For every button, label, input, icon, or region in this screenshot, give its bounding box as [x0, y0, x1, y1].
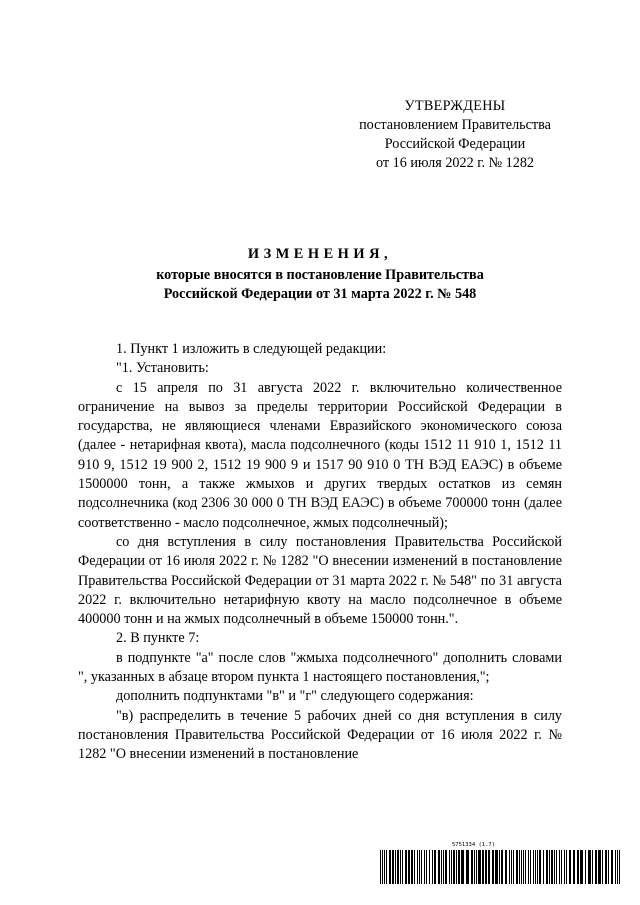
paragraph-8: "в) распределить в течение 5 рабочих дней со дня вступления в силу постановления Правительства Российской Федерации от 16 июля 2022 г. № 1282 "О внесении изменений в постановление	[78, 707, 562, 763]
paragraph-2: "1. Установить:	[116, 360, 209, 377]
paragraph-5: 2. В пункте 7:	[116, 630, 200, 647]
barcode-icon	[380, 850, 622, 884]
document-title: ИЗМЕНЕНИЯ,	[247, 246, 393, 262]
document-body	[78, 340, 562, 765]
approval-line-2: Российской Федерации	[384, 136, 526, 152]
approval-line-1: постановлением Правительства	[359, 117, 551, 133]
document-barcode	[380, 842, 622, 884]
paragraph-6: в подпункте "а" после слов "жмыха подсолнечного" дополнить словами ", указанных в абзаце втором пункта 1 настоящего постановления,";	[78, 649, 562, 686]
approval-stamp	[330, 97, 580, 173]
paragraph-1: 1. Пункт 1 изложить в следующей редакции:	[116, 341, 387, 357]
subtitle-line-1: которые вносятся в постановление Правительства	[156, 267, 484, 283]
paragraph-4: со дня вступления в силу постановления Правительства Российской Федерации от 16 июля 2022 г. № 1282 "О внесении изменений в постановление Правительства Российской Федерации от 31 марта 2022 г. № 548" по 31 августа 2022 г. включительно нетарифную квоту на масло подсолнечное в объеме 400000 тонн и на жмых подсолнечный в объеме 150000 тонн.".	[78, 533, 562, 628]
approval-heading: УТВЕРЖДЕНЫ	[404, 98, 506, 114]
barcode-code: 5751334 (1.7)	[452, 842, 496, 848]
paragraph-7: дополнить подпунктами "в" и "г" следующего содержания:	[116, 688, 474, 705]
document-subtitle	[80, 266, 560, 304]
approval-line-3: от 16 июля 2022 г. № 1282	[375, 155, 535, 171]
paragraph-3: с 15 апреля по 31 августа 2022 г. включительно количественное ограничение на вывоз за пределы территории Российской Федерации в государства, не являющиеся членами Евразийского экономического союза (далее - нетарифная квота), масла подсолнечного (коды 1512 11 910 1, 1512 11 910 9, 1512 19 900 2, 1512 19 900 9 и 1517 90 910 0 ТН ВЭД ЕАЭС) в объеме 1500000 тонн, а также жмыхов и других твердых остатков из семян подсолнечника (код 2306 30 000 0 ТН ВЭД ЕАЭС) в объеме 700000 тонн (далее соответственно - масло подсолнечное, жмых подсолнечный);	[78, 379, 562, 531]
subtitle-line-2: Российской Федерации от 31 марта 2022 г. № 548	[163, 286, 477, 302]
